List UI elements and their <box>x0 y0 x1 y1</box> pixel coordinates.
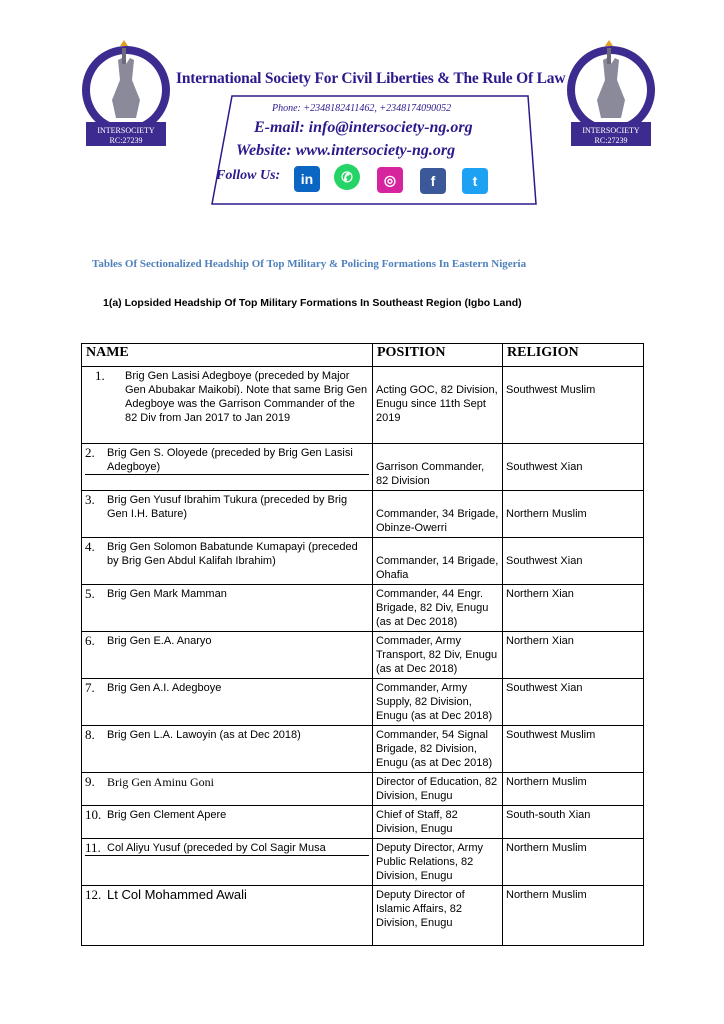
officer-name: Brig Gen L.A. Lawoyin (as at Dec 2018) <box>107 729 301 741</box>
religion-text: Southwest Xian <box>506 555 583 567</box>
religion-text: Northern Muslim <box>506 842 587 854</box>
religion-text: Northern Xian <box>506 588 574 600</box>
organization-name: International Society For Civil Liberties & The Rule Of Law <box>176 70 566 87</box>
position-text: Deputy Director, Army Public Relations, 82 Division, Enugu <box>376 842 483 882</box>
row-number: 5. <box>85 586 95 601</box>
row-number: 8. <box>85 727 95 742</box>
logo-label: INTERSOCIETY <box>582 126 640 135</box>
intersociety-logo-right <box>563 40 659 158</box>
religion-cell <box>503 773 644 806</box>
officer-name: Brig Gen Yusuf Ibrahim Tukura (preceded by Brig Gen I.H. Bature) <box>107 494 348 520</box>
table-row <box>82 491 644 538</box>
name-cell <box>82 444 373 491</box>
table-row <box>82 886 644 946</box>
instagram-glyph: ◎ <box>383 171 397 188</box>
phone-numbers: Phone: +2348182411462, +2348174090052 <box>272 103 452 114</box>
header-position: POSITION <box>373 344 503 367</box>
position-text: Garrison Commander, 82 Division <box>376 461 485 487</box>
religion-cell <box>503 726 644 773</box>
row-number: 6. <box>85 633 95 648</box>
officer-name: Brig Gen Mark Mamman <box>107 588 227 600</box>
officer-name: Brig Gen Clement Apere <box>107 809 227 821</box>
header-name: NAME <box>82 344 373 367</box>
religion-cell <box>503 491 644 538</box>
facebook-glyph: f <box>430 173 436 189</box>
position-cell <box>373 367 503 444</box>
table-row <box>82 679 644 726</box>
religion-cell <box>503 679 644 726</box>
position-cell <box>373 444 503 491</box>
position-cell <box>373 632 503 679</box>
section-heading: 1(a) Lopsided Headship Of Top Military Formations In Southeast Region (Igbo Land) <box>103 297 522 309</box>
document-title: Tables Of Sectionalized Headship Of Top Military & Policing Formations In Eastern Nigeria <box>92 258 527 270</box>
email-address[interactable]: E-mail: info@intersociety-ng.org <box>254 119 473 136</box>
officer-name: Brig Gen A.I. Adegboye <box>107 682 222 694</box>
table-row <box>82 367 644 444</box>
instagram-icon[interactable] <box>377 167 403 193</box>
website-link[interactable]: Website: www.intersociety-ng.org <box>236 142 456 159</box>
whatsapp-glyph: ✆ <box>341 168 353 185</box>
religion-text: Northern Muslim <box>506 776 587 788</box>
row-number: 4. <box>85 539 95 554</box>
logo-label: INTERSOCIETY <box>97 126 155 135</box>
religion-cell <box>503 632 644 679</box>
religion-text: Northern Muslim <box>506 889 587 901</box>
position-text: Deputy Director of Islamic Affairs, 82 Division, Enugu <box>376 889 465 929</box>
position-cell <box>373 585 503 632</box>
position-cell <box>373 886 503 946</box>
position-cell <box>373 726 503 773</box>
religion-cell <box>503 886 644 946</box>
name-cell <box>82 679 373 726</box>
religion-cell <box>503 367 644 444</box>
position-text: Acting GOC, 82 Division, Enugu since 11th Sept 2019 <box>376 384 498 424</box>
officer-name: Brig Gen Lasisi Adegboye (preceded by Major Gen Abubakar Maikobi). Note that same Brig Gen Adegboye was the Garrison Commander of the 82 Div from Jan 2017 to Jan 2019 <box>125 370 368 424</box>
table-row <box>82 538 644 585</box>
linkedin-icon[interactable] <box>294 166 320 192</box>
officer-name: Brig Gen S. Oloyede (preceded by Brig Gen Lasisi Adegboye) <box>107 447 353 473</box>
name-cell <box>82 538 373 585</box>
religion-cell <box>503 806 644 839</box>
logo-reg: RC:27239 <box>109 136 143 145</box>
officer-name: Brig Gen E.A. Anaryo <box>107 635 212 647</box>
position-cell <box>373 491 503 538</box>
row-number: 12. <box>85 887 102 902</box>
row-number: 10. <box>85 807 102 822</box>
position-text: Commander, 44 Engr. Brigade, 82 Div, Enugu (as at Dec 2018) <box>376 588 489 628</box>
position-text: Director of Education, 82 Division, Enugu <box>376 776 498 802</box>
table-row <box>82 632 644 679</box>
name-cell <box>82 726 373 773</box>
row-number: 11. <box>85 840 101 855</box>
religion-cell <box>503 444 644 491</box>
header-religion: RELIGION <box>503 344 644 367</box>
position-text: Commander, 34 Brigade, Obinze-Owerri <box>376 508 499 534</box>
religion-cell <box>503 585 644 632</box>
position-text: Commander, Army Supply, 82 Division, Enugu (as at Dec 2018) <box>376 682 493 722</box>
officer-name: Col Aliyu Yusuf (preceded by Col Sagir Musa <box>107 842 326 854</box>
table-header-row <box>82 344 644 367</box>
table-row <box>82 585 644 632</box>
name-cell <box>82 839 373 886</box>
facebook-icon[interactable] <box>420 168 446 194</box>
religion-text: Southwest Xian <box>506 461 583 473</box>
name-cell <box>82 491 373 538</box>
position-text: Commander, 54 Signal Brigade, 82 Division, Enugu (as at Dec 2018) <box>376 729 493 769</box>
table-row <box>82 773 644 806</box>
religion-text: South-south Xian <box>506 809 591 821</box>
row-number: 9. <box>85 774 95 789</box>
religion-text: Northern Muslim <box>506 508 587 520</box>
military-formations-table <box>81 343 644 946</box>
twitter-glyph: t <box>472 173 478 189</box>
name-cell <box>82 806 373 839</box>
officer-name: Brig Gen Solomon Babatunde Kumapayi (preceded by Brig Gen Abdul Kalifah Ibrahim) <box>107 541 358 567</box>
table-row <box>82 444 644 491</box>
name-cell <box>82 773 373 806</box>
position-cell <box>373 839 503 886</box>
officer-name: Lt Col Mohammed Awali <box>107 887 247 902</box>
position-text: Commader, Army Transport, 82 Div, Enugu (as at Dec 2018) <box>376 635 498 675</box>
twitter-icon[interactable] <box>462 168 488 194</box>
name-cell <box>82 367 373 444</box>
whatsapp-icon[interactable] <box>334 164 360 190</box>
table-row <box>82 806 644 839</box>
name-cell <box>82 585 373 632</box>
position-text: Chief of Staff, 82 Division, Enugu <box>376 809 458 835</box>
religion-text: Southwest Muslim <box>506 729 596 741</box>
table-row <box>82 839 644 886</box>
religion-cell <box>503 839 644 886</box>
row-number: 3. <box>85 492 95 507</box>
intersociety-logo-left <box>78 40 174 158</box>
linkedin-glyph: in <box>300 171 314 187</box>
position-text: Commander, 14 Brigade, Ohafia <box>376 555 499 581</box>
religion-cell <box>503 538 644 585</box>
follow-us-label: Follow Us: <box>216 168 281 183</box>
position-cell <box>373 679 503 726</box>
position-cell <box>373 538 503 585</box>
religion-text: Southwest Muslim <box>506 384 596 396</box>
religion-text: Southwest Xian <box>506 682 583 694</box>
officer-name: Brig Gen Aminu Goni <box>107 775 214 789</box>
name-cell <box>82 886 373 946</box>
row-number: 1. <box>95 368 105 383</box>
name-cell <box>82 632 373 679</box>
table-row <box>82 726 644 773</box>
row-number: 7. <box>85 680 95 695</box>
logo-reg: RC:27239 <box>594 136 628 145</box>
position-cell <box>373 773 503 806</box>
religion-text: Northern Xian <box>506 635 574 647</box>
row-number: 2. <box>85 445 95 460</box>
position-cell <box>373 806 503 839</box>
